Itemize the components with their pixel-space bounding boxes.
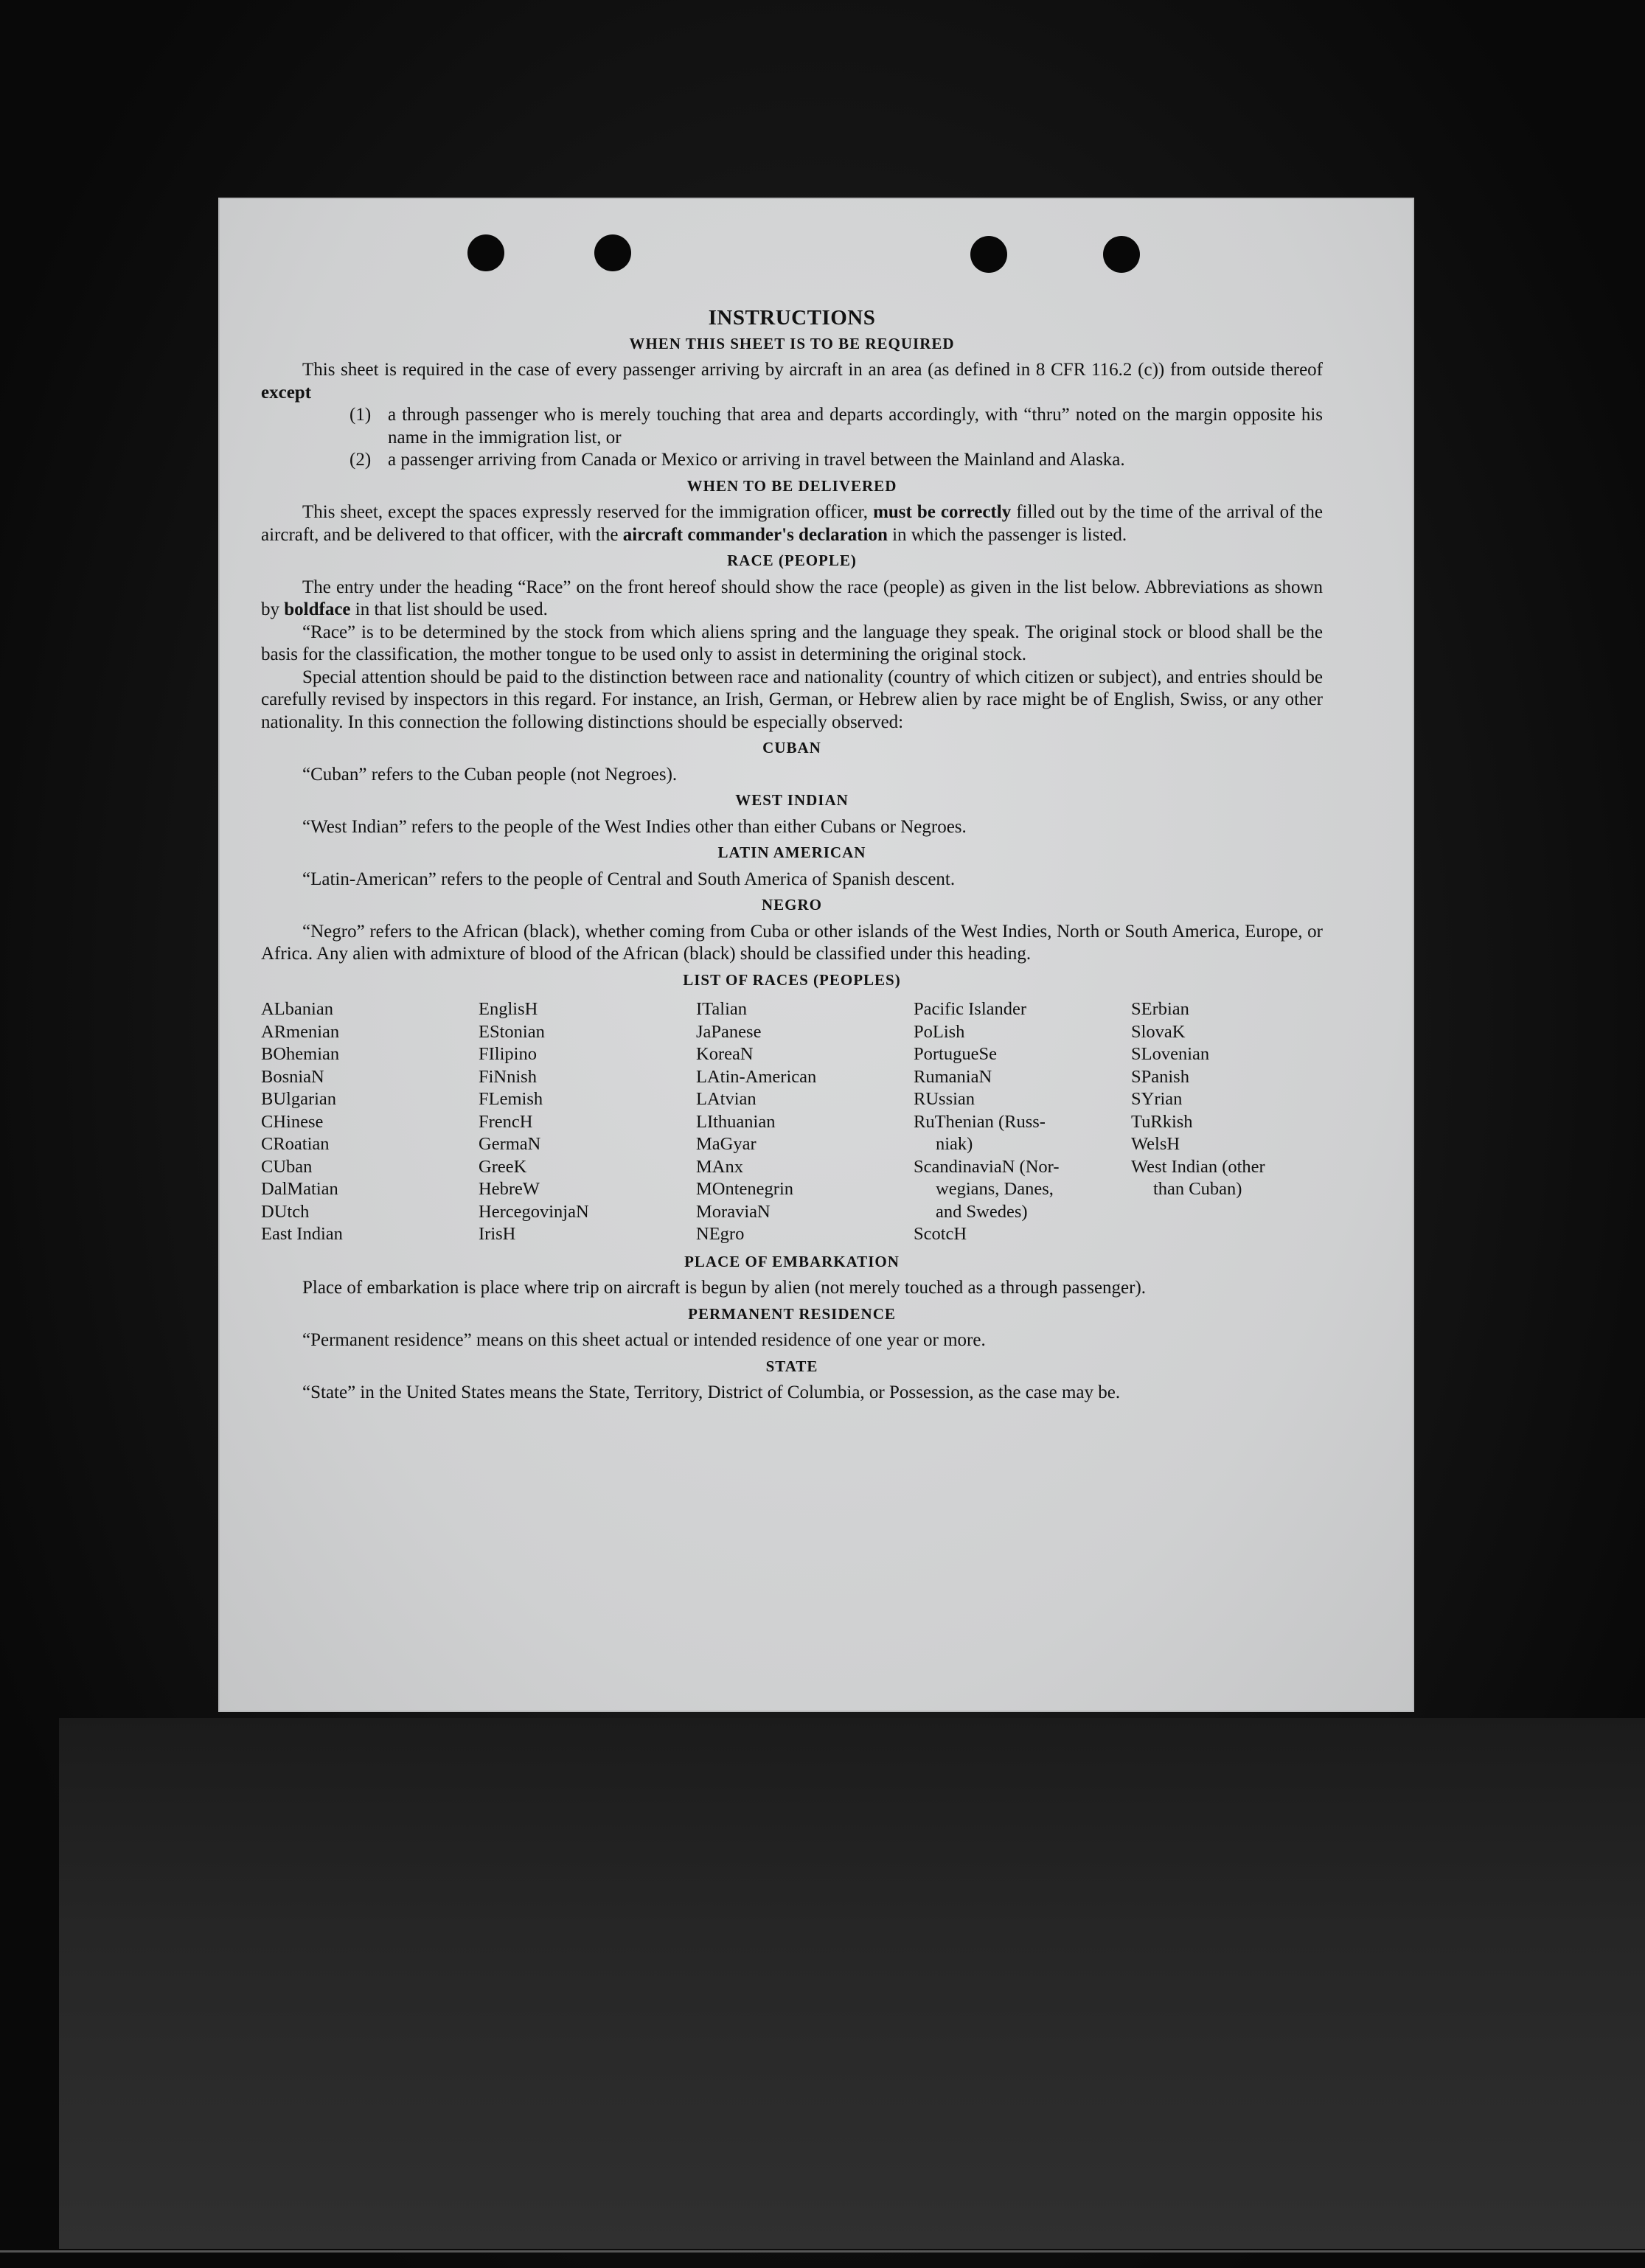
required-intro: This sheet is required in the case of every passenger arriving by aircraft in an area (as defined in 8 CFR 116.2 (c)) from outside thereof except [261, 360, 1323, 403]
race-entry: MoraviaN [696, 1201, 771, 1222]
race-entry: West Indian (other [1131, 1156, 1265, 1177]
section-heading-race: RACE (PEOPLE) [727, 552, 857, 569]
race-entry: JaPanese [696, 1021, 762, 1042]
race-entry: ALbanian [261, 999, 333, 1019]
punch-hole [970, 236, 1007, 273]
race-entry-continued: wegians, Danes, [936, 1179, 1054, 1199]
embarkation-text: Place of embarkation is place where trip on aircraft is begun by alien (not merely touched as a through passenger). [302, 1278, 1147, 1298]
race-entry: CUban [261, 1156, 313, 1177]
film-lower-area [59, 1718, 1645, 2249]
section-heading-delivered: WHEN TO BE DELIVERED [686, 476, 897, 495]
race-entry: SPanish [1131, 1066, 1189, 1087]
west-indian-text: “West Indian” refers to the people of the West Indies other than either Cubans or Negroes. [302, 816, 967, 837]
race-paragraph-2: “Race” is to be determined by the stock from which aliens spring and the language they speak. The original stock or blood shall be the basis for the classification, the mother tongue to be used only to assist in determining the original stock. [261, 622, 1323, 664]
race-entry: DalMatian [261, 1179, 338, 1199]
race-entry: Pacific Islander [914, 999, 1027, 1019]
race-entry: RumaniaN [914, 1066, 992, 1087]
races-column-1 [261, 998, 479, 1246]
race-entry: ITalian [696, 999, 748, 1019]
race-entry: MaGyar [696, 1134, 757, 1154]
race-entry-continued: niak) [936, 1134, 973, 1154]
race-entry: NEgro [696, 1224, 745, 1244]
race-entry: LIthuanian [696, 1111, 776, 1132]
race-entry: BosniaN [261, 1066, 324, 1087]
race-entry: BOhemian [261, 1044, 340, 1064]
punch-hole [467, 234, 504, 271]
list-item: (2) a passenger arriving from Canada or Mexico or arriving in travel between the Mainland and Alaska. [349, 450, 1125, 470]
section-heading-required: WHEN THIS SHEET IS TO BE REQUIRED [629, 334, 955, 352]
race-entry: PoLish [914, 1021, 965, 1042]
races-column-4 [914, 998, 1131, 1246]
negro-text: “Negro” refers to the African (black), whether coming from Cuba or other islands of the West Indies, North or South America, Europe, or Africa. Any alien with admixture of blood of the African (black) should be classified under this heading. [261, 921, 1323, 964]
race-entry: DUtch [261, 1201, 310, 1222]
punch-hole [1103, 236, 1140, 273]
race-paragraph-1: The entry under the heading “Race” on the front hereof should show the race (people) as given in the list below. Abbreviations as shown by boldface in that list should be used. [261, 577, 1323, 619]
race-entry: ARmenian [261, 1021, 340, 1042]
race-entry: HebreW [479, 1179, 540, 1199]
race-entry: SlovaK [1131, 1021, 1186, 1042]
race-entry: WelsH [1131, 1134, 1180, 1154]
race-entry: IrisH [479, 1224, 516, 1244]
race-entry: ScandinaviaN (Nor- [914, 1156, 1060, 1177]
section-heading-embarkation: PLACE OF EMBARKATION [684, 1252, 900, 1270]
instructions-content [261, 307, 1323, 1405]
race-entry: FiNnish [479, 1066, 537, 1087]
race-entry: EnglisH [479, 999, 538, 1019]
race-entry: CRoatian [261, 1134, 330, 1154]
race-entry: East Indian [261, 1224, 343, 1244]
race-entry: SLovenian [1131, 1044, 1210, 1064]
race-entry: HercegovinjaN [479, 1201, 589, 1222]
race-entry: FIlipino [479, 1044, 537, 1064]
section-heading-state: STATE [765, 1357, 818, 1375]
race-entry: LAtin-American [696, 1066, 817, 1087]
race-entry: MOntenegrin [696, 1179, 793, 1199]
race-entry: SErbian [1131, 999, 1189, 1019]
residence-text: “Permanent residence” means on this sheet actual or intended residence of one year or more. [302, 1330, 986, 1350]
race-entry: ScotcH [914, 1224, 967, 1244]
race-entry: SYrian [1131, 1089, 1183, 1109]
section-heading-residence: PERMANENT RESIDENCE [688, 1304, 896, 1323]
race-entry: FLemish [479, 1089, 543, 1109]
race-entry: RuThenian (Russ- [914, 1111, 1046, 1132]
race-entry-continued: and Swedes) [936, 1201, 1028, 1222]
race-entry: CHinese [261, 1111, 324, 1132]
race-entry: BUlgarian [261, 1089, 337, 1109]
document-sheet [218, 198, 1414, 1712]
cuban-text: “Cuban” refers to the Cuban people (not Negroes). [302, 764, 678, 785]
state-text: “State” in the United States means the State, Territory, District of Columbia, or Possession, as the case may be. [302, 1382, 1121, 1402]
race-entry: EStonian [479, 1021, 545, 1042]
race-entry: TuRkish [1131, 1111, 1193, 1132]
race-entry: KoreaN [696, 1044, 754, 1064]
delivered-text: This sheet, except the spaces expressly reserved for the immigration officer, must be correctly filled out by the time of the arrival of the aircraft, and be delivered to that officer, with the aircraft commander's declaration in which the passenger is listed. [261, 502, 1324, 545]
race-entry: GermaN [479, 1134, 541, 1154]
section-heading-west-indian: WEST INDIAN [735, 791, 849, 809]
list-item: (1) a through passenger who is merely touching that area and departs accordingly, with “thru” noted on the margin opposite his name in the immigration list, or [349, 405, 1323, 448]
section-heading-list-of-races: LIST OF RACES (PEOPLES) [683, 970, 901, 989]
race-entry: RUssian [914, 1089, 975, 1109]
page-title: INSTRUCTIONS [708, 306, 876, 330]
race-entry: PortugueSe [914, 1044, 997, 1064]
races-column-5 [1131, 998, 1323, 1246]
race-entry-continued: than Cuban) [1153, 1179, 1242, 1199]
film-edge-line [0, 2250, 1645, 2253]
section-heading-cuban: CUBAN [762, 739, 821, 756]
races-table [261, 998, 1323, 1246]
races-column-2 [479, 998, 696, 1246]
race-entry: GreeK [479, 1156, 527, 1177]
section-heading-latin-american: LATIN AMERICAN [717, 843, 866, 861]
latin-american-text: “Latin-American” refers to the people of Central and South America of Spanish descent. [302, 869, 956, 889]
punch-hole [594, 234, 631, 271]
race-entry: MAnx [696, 1156, 743, 1177]
race-paragraph-3: Special attention should be paid to the distinction between race and nationality (country of which citizen or subject), and entries should be carefully revised by inspectors in this regard. For instance, an Irish, German, or Hebrew alien by race might be of English, Swiss, or any other nationality. In this connection the following distinctions should be especially observed: [261, 667, 1323, 732]
section-heading-negro: NEGRO [761, 896, 822, 914]
race-entry: LAtvian [696, 1089, 757, 1109]
race-entry: FrencH [479, 1111, 533, 1132]
races-column-3 [696, 998, 914, 1246]
